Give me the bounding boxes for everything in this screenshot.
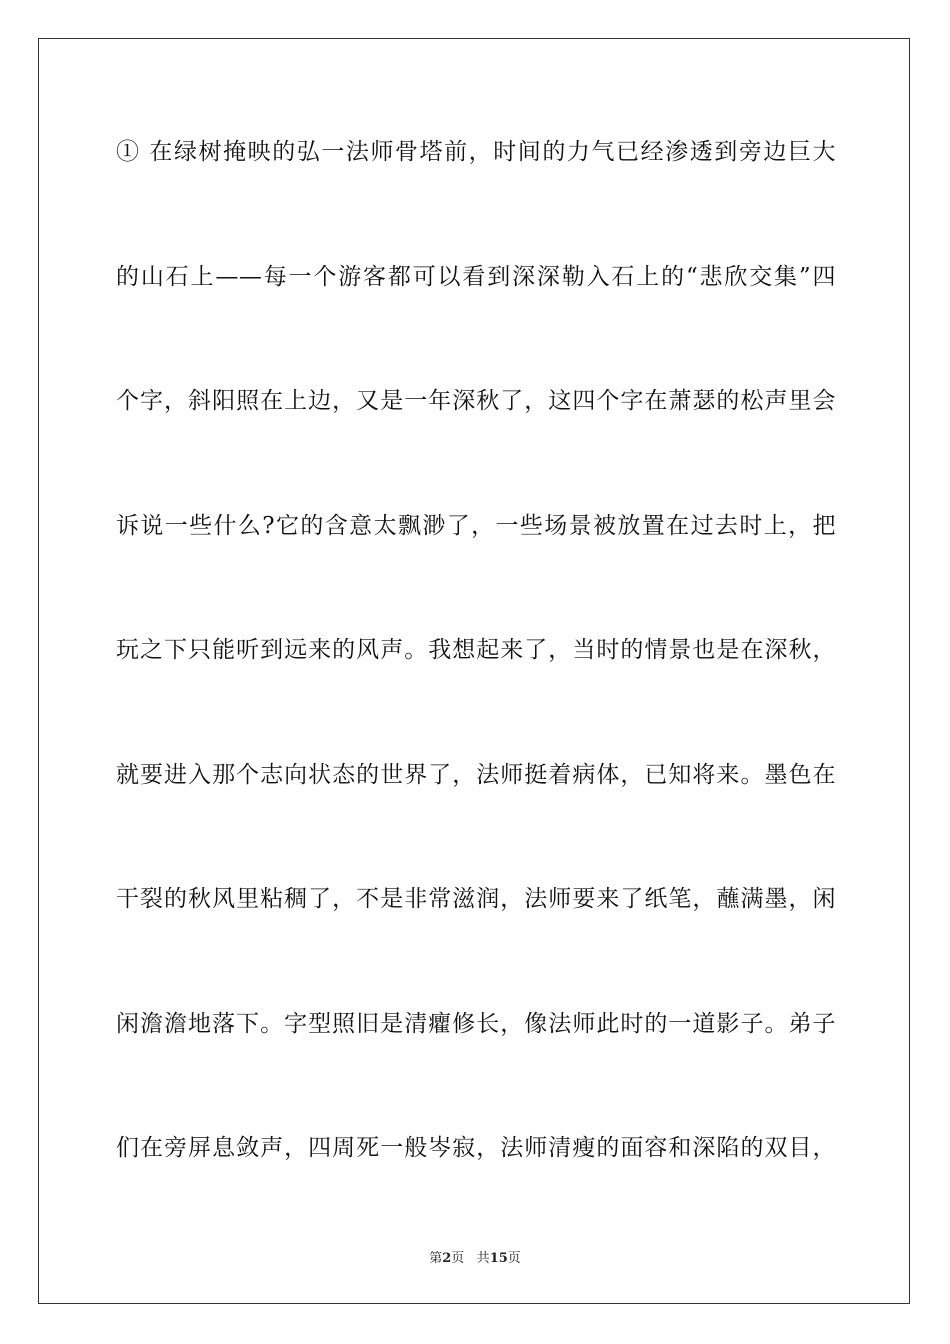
total-pages-number: 15 [489, 1251, 508, 1266]
current-page-number: 2 [442, 1251, 452, 1266]
footer-page-suffix: 页 [451, 1251, 465, 1266]
text-line: 个字，斜阳照在上边，又是一年深秋了，这四个字在萧瑟的松声里会 [116, 388, 836, 414]
footer-prefix: 第 [429, 1251, 443, 1266]
page-footer [0, 1247, 950, 1266]
text-line: 的山石上——每一个游客都可以看到深深勒入石上的“悲欣交集”四 [116, 263, 836, 290]
footer-total-suffix: 页 [507, 1251, 521, 1266]
text-line: 干裂的秋风里粘稠了，不是非常滋润，法师要来了纸笔，蘸满墨，闲 [116, 886, 836, 912]
footer-total-prefix: 共 [476, 1251, 490, 1266]
text-line: ① 在绿树掩映的弘一法师骨塔前，时间的力气已经渗透到旁边巨大 [116, 139, 836, 165]
document-body [116, 120, 836, 1241]
text-line: 们在旁屏息敛声，四周死一般岑寂，法师清瘦的面容和深陷的双目， [116, 1135, 836, 1161]
text-line: 就要进入那个志向状态的世界了，法师挺着病体，已知将来。墨色在 [116, 761, 836, 788]
text-line: 闲澹澹地落下。字型照旧是清癯修长，像法师此时的一道影子。弟子 [116, 1010, 836, 1037]
text-line: 诉说一些什么?它的含意太飘渺了，一些场景被放置在过去时上，把 [116, 512, 836, 539]
text-line: 玩之下只能听到远来的风声。我想起来了，当时的情景也是在深秋， [116, 637, 836, 663]
